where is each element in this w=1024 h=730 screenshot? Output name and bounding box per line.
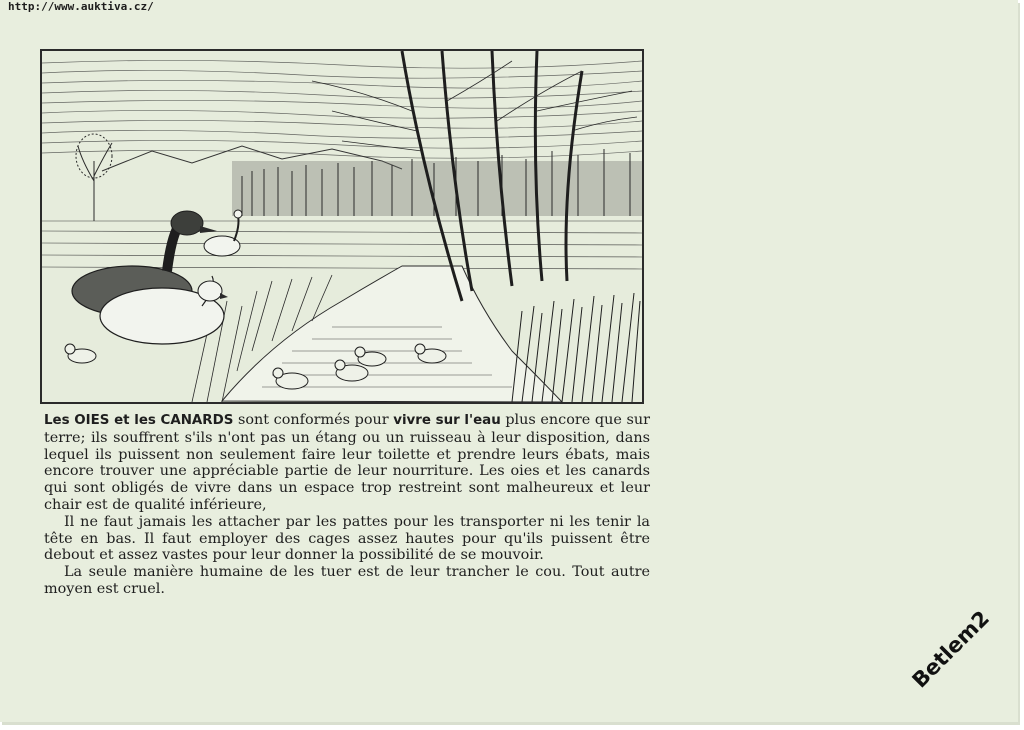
lead-vivre-sur-eau: vivre sur l'eau <box>393 413 501 428</box>
small-tree-left <box>76 134 112 221</box>
paragraph-2: Il ne faut jamais les attacher par les pattes pour les transporter ni les tenir la tête en bas. Il faut employer des cages assez hautes pour qu'ils puissent être debout et assez vastes pour leur donner la possibilité de se mouvoir. <box>44 513 650 564</box>
paragraph-1 <box>44 412 650 514</box>
engraving-illustration <box>40 49 644 404</box>
pond <box>222 266 562 402</box>
sky-hatching <box>42 60 642 158</box>
lead-oies-canards: Les OIES et les CANARDS <box>44 413 234 428</box>
source-url: http://www.auktiva.cz/ <box>8 0 154 13</box>
paragraph-1-rest: plus encore que sur terre; ils souffrent s'ils n'ont pas un étang ou un ruisseau à leur disposition, dans lequel ils puissent non seulement faire leur toilette et prendre leurs ébats, mais encore trouver une appréciable partie de leur nourriture. Les oies et les canards qui sont obligés de vivre dans un espace trop restreint sont malheureux et leur chair est de qualité inférieure, <box>44 412 650 513</box>
small-goose-drawing <box>204 210 242 256</box>
pond-scene-drawing <box>42 51 642 402</box>
paragraph-1-mid: sont conformés pour <box>233 412 394 428</box>
paragraph-3: La seule manière humaine de les tuer est de leur trancher le cou. Tout autre moyen est cruel. <box>44 564 650 597</box>
meadow-hatching <box>42 221 642 269</box>
body-text <box>44 412 650 598</box>
far-forest <box>232 149 642 216</box>
watermark-signature: Betlem2 <box>907 606 994 693</box>
